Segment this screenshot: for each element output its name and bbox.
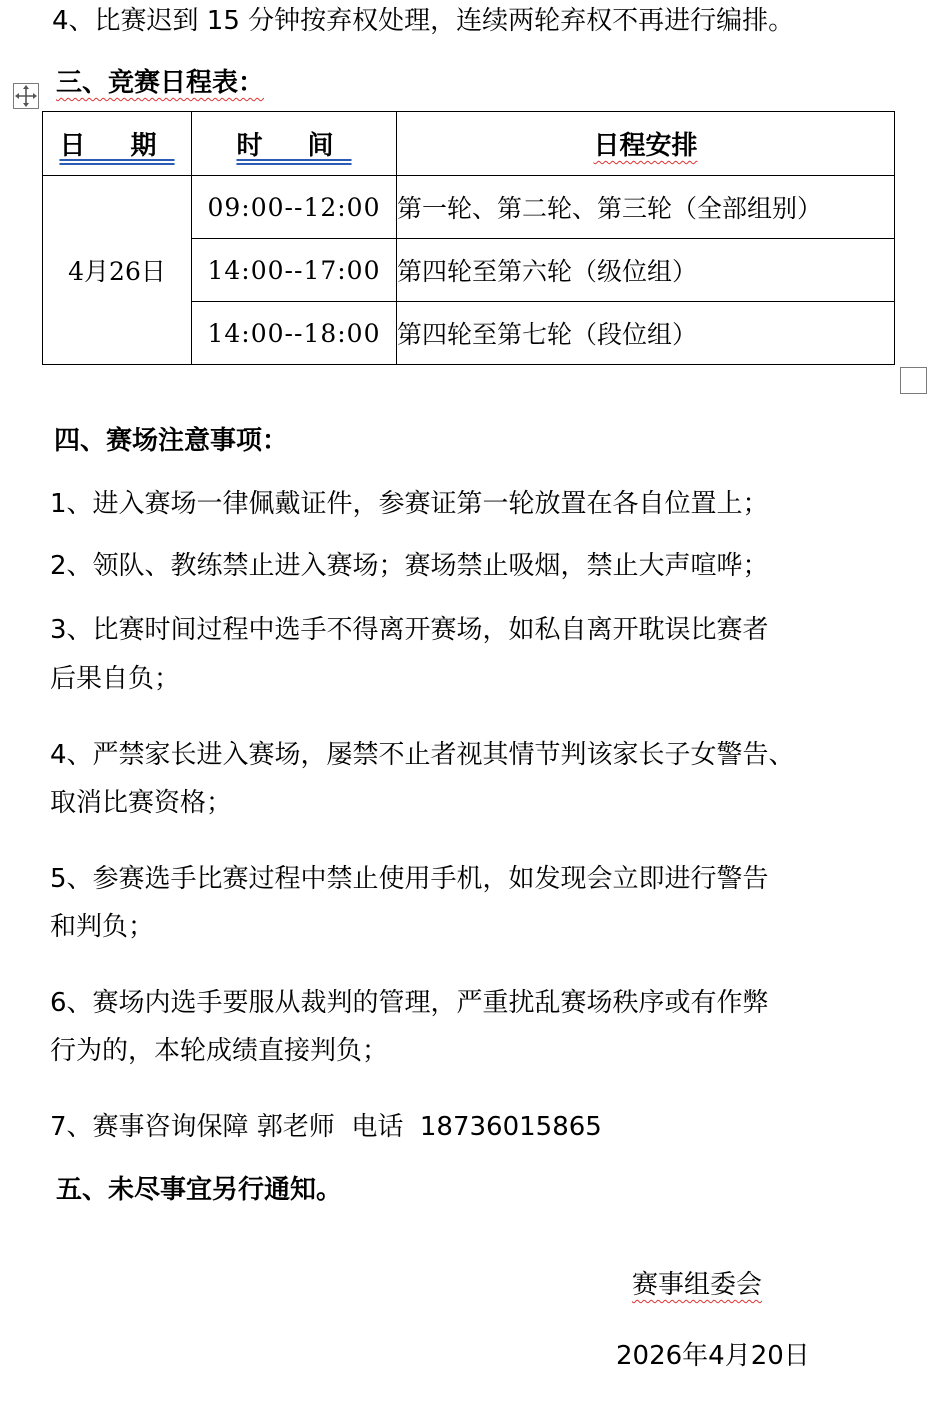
header-date [43, 112, 192, 176]
notice-item: 2、领队、教练禁止进入赛场；赛场禁止吸烟，禁止大声喧哗； [50, 551, 769, 581]
notice-item: 4、严禁家长进入赛场，屡禁不止者视其情节判该家长子女警告、 [50, 740, 795, 770]
plan-cell: 第四轮至第七轮（段位组） [397, 302, 895, 365]
notice-item-contact: 7、赛事咨询保障 郭老师 电话 18736015865 [50, 1112, 602, 1142]
header-plan-label: 日程安排 [593, 131, 698, 161]
notice-item: 6、赛场内选手要服从裁判的管理，严重扰乱赛场秩序或有作弊 [50, 988, 769, 1018]
plan-cell: 第一轮、第二轮、第三轮（全部组别） [397, 176, 895, 239]
table-resize-handle-icon[interactable] [900, 367, 927, 394]
section-3-heading [56, 66, 264, 100]
date-cell: 4月26日 [43, 176, 192, 365]
notice-item-continuation: 取消比赛资格； [50, 788, 233, 818]
section-3-heading-text: 三、竞赛日程表： [56, 68, 265, 98]
table-move-handle-icon[interactable] [13, 83, 39, 109]
rule-4-late-forfeit: 4、比赛迟到 15 分钟按弃权处理，连续两轮弃权不再进行编排。 [52, 6, 795, 36]
header-time [192, 112, 397, 176]
schedule-header-row [43, 112, 895, 176]
notice-item-continuation: 后果自负； [50, 664, 181, 694]
signature-date: 2026年4月20日 [616, 1341, 810, 1371]
table-row [43, 176, 895, 239]
plan-cell: 第四轮至第六轮（级位组） [397, 239, 895, 302]
time-cell: 14:00--17:00 [192, 239, 397, 302]
header-time-label: 时 间 [236, 131, 352, 161]
notice-item: 5、参赛选手比赛过程中禁止使用手机，如发现会立即进行警告 [50, 864, 769, 894]
header-date-label: 日 期 [59, 131, 175, 161]
time-cell: 09:00--12:00 [192, 176, 397, 239]
notice-item-continuation: 和判负； [50, 912, 155, 942]
schedule-table [42, 111, 895, 365]
notice-item: 1、进入赛场一律佩戴证件，参赛证第一轮放置在各自位置上； [50, 489, 769, 519]
signature-org [632, 1268, 762, 1302]
signature-org-text: 赛事组委会 [632, 1270, 763, 1300]
section-4-heading: 四、赛场注意事项： [54, 426, 289, 456]
notice-item-continuation: 行为的，本轮成绩直接判负； [50, 1036, 389, 1066]
notice-item: 3、比赛时间过程中选手不得离开赛场，如私自离开耽误比赛者 [50, 615, 769, 645]
section-5-heading: 五、未尽事宜另行通知。 [56, 1175, 343, 1205]
header-plan [397, 112, 895, 176]
time-cell: 14:00--18:00 [192, 302, 397, 365]
